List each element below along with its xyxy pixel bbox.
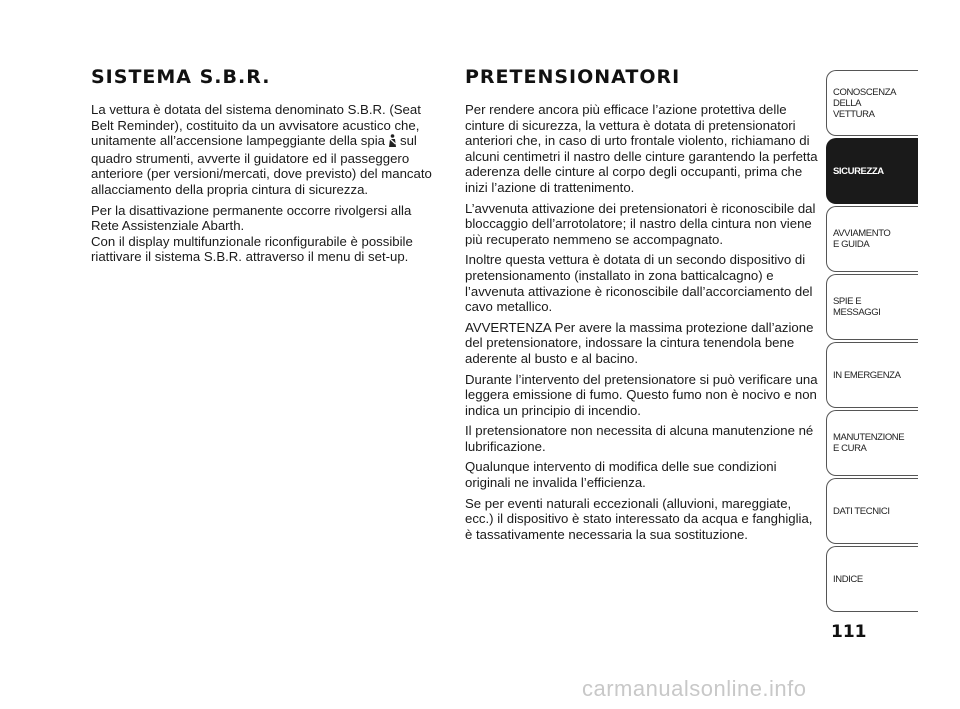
pretensionatori-paragraph: Qualunque intervento di modifica delle sue condizioni originali ne invalida l’efficienza.: [465, 459, 777, 491]
watermark: carmanualsonline.info: [582, 676, 807, 701]
pretensionatori-paragraph: Se per eventi naturali eccezionali (alluvioni, mareggiate, ecc.) il dispositivo è stato interessato da acqua e fanghiglia, è tassativamente necessaria la sua sostituzione.: [465, 495, 813, 542]
tab-label: MANUTENZIONE E CURA: [833, 432, 905, 454]
tab-avviamento-e-guida[interactable]: [826, 206, 918, 272]
pretensionatori-paragraph: Il pretensionatore non necessita di alcuna manutenzione né lubrificazione.: [465, 423, 814, 454]
sbr-p1-part1: La vettura è dotata del sistema denominato S.B.R. (Seat Belt Reminder), costituito da un avvisatore acustico che, unitamente all’accensione lampeggiante della spia: [91, 102, 421, 149]
sbr-paragraph-2: [91, 203, 441, 265]
pretensionatori-title: PRETENSIONATORI: [465, 66, 681, 88]
tab-label: DATI TECNICI: [833, 505, 890, 517]
tab-label: SPIE E MESSAGGI: [833, 296, 881, 318]
tab-label: SICUREZZA: [833, 165, 884, 177]
page-number: 111: [831, 622, 867, 642]
tab-dati-tecnici[interactable]: [826, 478, 918, 544]
tab-label: INDICE: [833, 573, 863, 585]
tab-in-emergenza[interactable]: [826, 342, 918, 408]
sbr-p1-part2: sul quadro strumenti, avverte il guidatore ed il passeggero anteriore (per versioni/mercati, dove previsto) del mancato allacciamento della propria cintura di sicurezza.: [91, 133, 432, 197]
chapter-tabs: [826, 70, 918, 614]
tab-conoscenza-della-vettura[interactable]: [826, 70, 918, 136]
tab-label: IN EMERGENZA: [833, 369, 901, 381]
tab-label: AVVIAMENTO E GUIDA: [833, 228, 891, 250]
pretensionatori-paragraph: Inoltre questa vettura è dotata di un secondo dispositivo di pretensionamento (installato in zona batticalcagno) e l’avvenuta attivazione è riconoscibile dall’accorciamento del cavo metallico.: [465, 252, 813, 315]
sbr-section: [91, 66, 441, 270]
sbr-paragraph-1: [91, 102, 441, 198]
pretensionatori-paragraph: Per rendere ancora più efficace l’azione protettiva delle cinture di sicurezza, la vettura è dotata di pretensionatori anteriori che, in caso di urto frontale violento, richiamano di alcuni centimetri il nastro delle cinture garantendo la perfetta aderenza delle cinture al corpo degli occupanti, prima che inizi l’azione di trattenimento.: [465, 102, 818, 195]
tab-sicurezza[interactable]: [826, 138, 918, 204]
pretensionatori-paragraph: AVVERTENZA Per avere la massima protezione dall’azione del pretensionatore, indossare la cintura tenendola bene aderente al busto e al bacino.: [465, 319, 814, 366]
sbr-title: SISTEMA S.B.R.: [91, 66, 271, 88]
pretensionatori-section: [465, 66, 821, 547]
sbr-p2-line1: Per la disattivazione permanente occorre rivolgersi alla Rete Assistenziale Abarth.: [91, 202, 412, 234]
pretensionatori-paragraph: Durante l’intervento del pretensionatore si può verificare una leggera emissione di fumo. Questo fumo non è nocivo e non indica un principio di incendio.: [465, 371, 818, 418]
tab-indice[interactable]: [826, 546, 918, 612]
seatbelt-warning-icon: [387, 134, 398, 151]
pretensionatori-paragraph: L’avvenuta attivazione dei pretensionatori è riconoscibile dal bloccaggio dell’arrotolatore; il nastro della cintura non viene più recuperato nemmeno se accompagnato.: [465, 200, 816, 247]
sbr-p2-line2: Con il display multifunzionale riconfigurabile è possibile riattivare il sistema S.B.R. attraverso il menu di set-up.: [91, 233, 413, 265]
tab-manutenzione-e-cura[interactable]: [826, 410, 918, 476]
tab-spie-e-messaggi[interactable]: [826, 274, 918, 340]
tab-label: CONOSCENZA DELLA VETTURA: [833, 86, 897, 120]
